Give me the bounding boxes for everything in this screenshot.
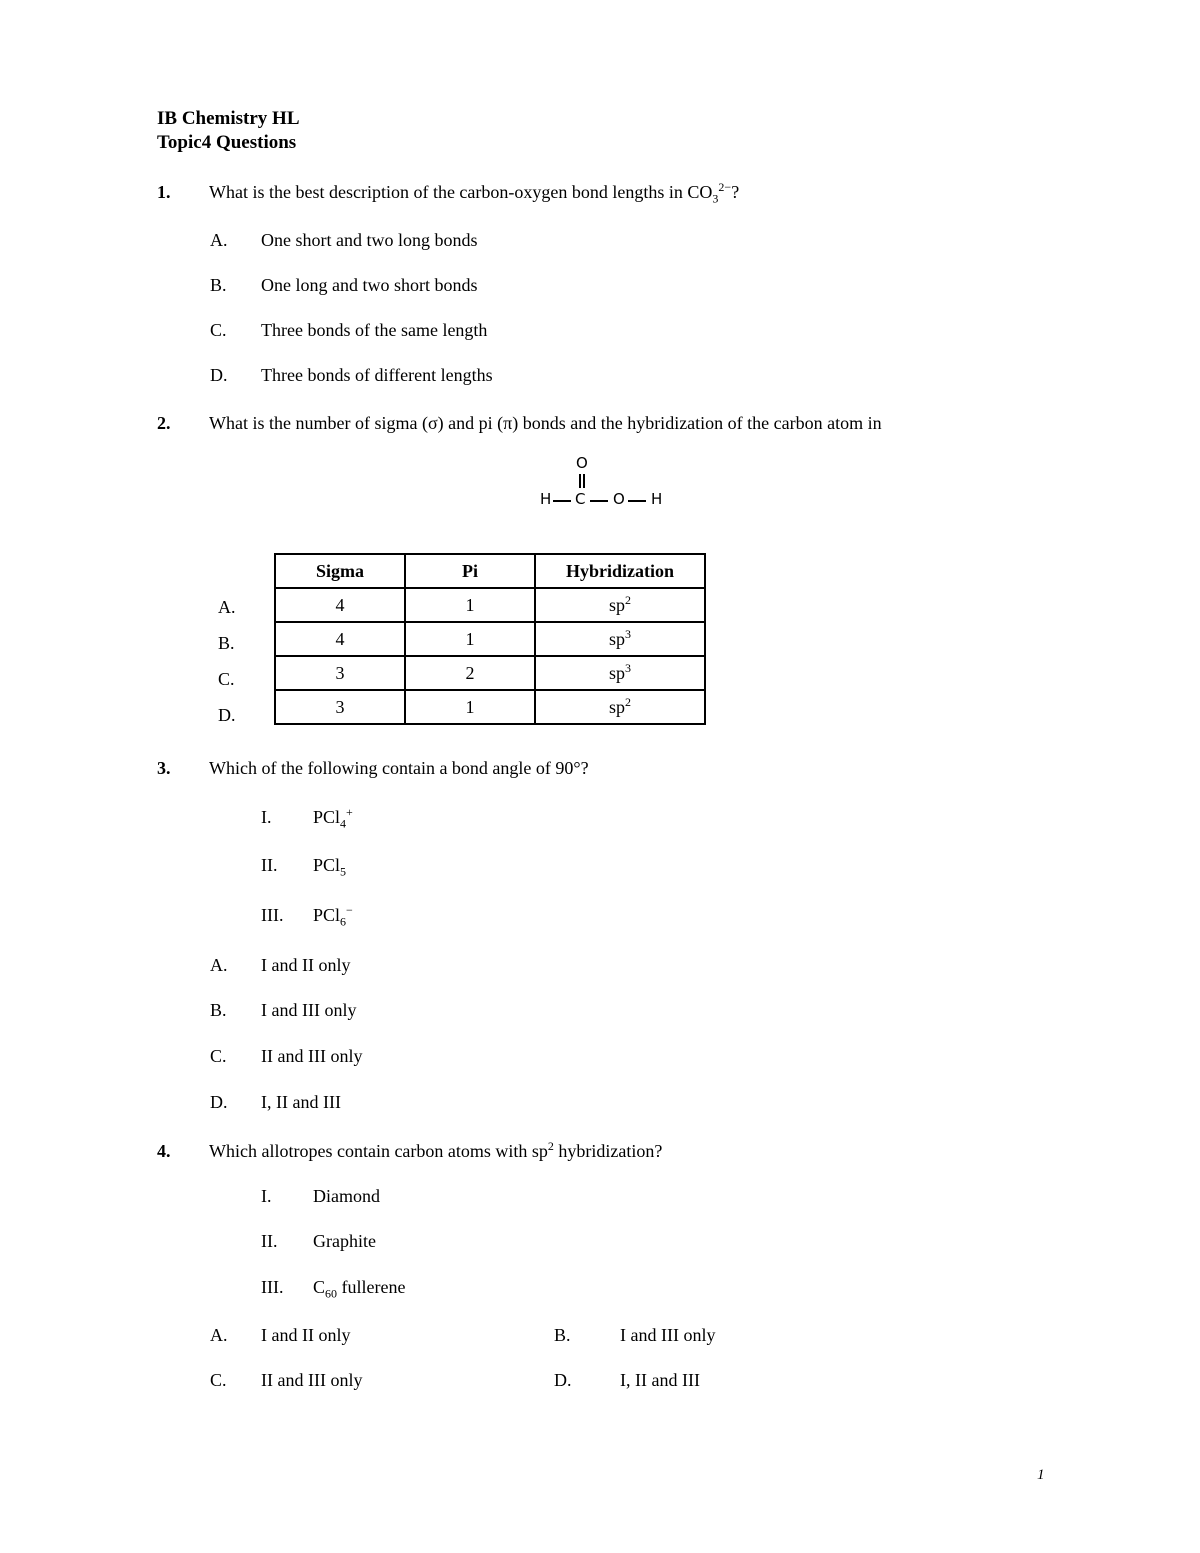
q1-option-c-letter: C.	[210, 320, 227, 340]
table-cell-pi: 1	[405, 690, 535, 724]
structure-atom-h-left: H	[540, 490, 552, 508]
q4-option-b-letter: B.	[554, 1325, 571, 1345]
q3-item-1-numeral: I.	[261, 807, 272, 827]
table-row	[275, 656, 705, 690]
q3-option-c-text: II and III only	[261, 1046, 363, 1066]
q1-option-b-letter: B.	[210, 275, 227, 295]
q4-item-2-numeral: II.	[261, 1231, 278, 1251]
q4-option-c-letter: C.	[210, 1370, 227, 1390]
q4-number: 4.	[157, 1141, 171, 1161]
formic-acid-structure	[530, 452, 680, 514]
table-cell-pi: 1	[405, 622, 535, 656]
q4-item-2-text: Graphite	[313, 1231, 376, 1251]
table-row	[275, 622, 705, 656]
q3-option-b-letter: B.	[210, 1000, 227, 1020]
q3-item-2-formula: PCl$_5$	[313, 855, 347, 879]
q3-item-3-numeral: III.	[261, 905, 284, 925]
q3-option-b-text: I and III only	[261, 1000, 357, 1020]
q1-text: What is the best description of the carbon-oxygen bond lengths in $CO_3^{2-}$?	[209, 180, 740, 206]
q1-option-a-text: One short and two long bonds	[261, 230, 478, 250]
structure-bond-c-o	[590, 500, 608, 502]
q4-option-d-text: I, II and III	[620, 1370, 700, 1390]
structure-atom-c: C	[575, 490, 586, 508]
table-cell-hybridization: $sp^3$	[535, 622, 705, 656]
q1-option-d-text: Three bonds of different lengths	[261, 365, 493, 385]
table-cell-sigma: 3	[275, 656, 405, 690]
q4-option-b-text: I and III only	[620, 1325, 716, 1345]
structure-double-bond-right	[583, 474, 585, 488]
q2-text: What is the number of sigma (σ) and pi (π) bonds and the hybridization of the carbon atom in	[209, 413, 882, 433]
table-row-label-d: D.	[218, 705, 236, 725]
structure-atom-h-right: H	[651, 490, 663, 508]
q3-text: Which of the following contain a bond angle of 90°?	[209, 758, 589, 778]
q3-option-a-text: I and II only	[261, 955, 351, 975]
table-cell-hybridization: $sp^2$	[535, 690, 705, 724]
q4-option-a-letter: A.	[210, 1325, 228, 1345]
q1-option-c-text: Three bonds of the same length	[261, 320, 488, 340]
table-row	[275, 690, 705, 724]
q1-number: 1.	[157, 182, 171, 202]
table-cell-hybridization: $sp^3$	[535, 656, 705, 690]
table-row-label-a: A.	[218, 597, 236, 617]
q3-option-d-text: I, II and III	[261, 1092, 341, 1112]
table-row-label-b: B.	[218, 633, 235, 653]
q3-item-2-numeral: II.	[261, 855, 278, 875]
q2-number: 2.	[157, 413, 171, 433]
page-number: 1	[1037, 1467, 1045, 1483]
document-title: IB Chemistry HL	[157, 108, 300, 129]
structure-atom-o: O	[613, 490, 625, 508]
q4-item-3-text: $C_{60}$ fullerene	[313, 1277, 406, 1301]
q4-option-d-letter: D.	[554, 1370, 572, 1390]
q1-option-d-letter: D.	[210, 365, 228, 385]
q1-option-b-text: One long and two short bonds	[261, 275, 478, 295]
table-cell-pi: 1	[405, 588, 535, 622]
q1-option-a-letter: A.	[210, 230, 228, 250]
q3-number: 3.	[157, 758, 171, 778]
q4-text: Which allotropes contain carbon atoms with $sp^2$ hybridization?	[209, 1139, 663, 1161]
table-header-hybridization: Hybridization	[535, 554, 705, 588]
table-cell-hybridization: $sp^2$	[535, 588, 705, 622]
structure-bond-o-h	[628, 500, 646, 502]
table-cell-sigma: 4	[275, 622, 405, 656]
q3-item-1-formula: PCl$_4$+	[313, 805, 353, 831]
document-subtitle: Topic4 Questions	[157, 132, 297, 153]
table-header-sigma: Sigma	[275, 554, 405, 588]
q4-item-1-numeral: I.	[261, 1186, 272, 1206]
q3-option-d-letter: D.	[210, 1092, 228, 1112]
structure-double-bond-left	[579, 474, 581, 488]
table-header-row	[275, 554, 705, 588]
structure-atom-o-top: O	[576, 454, 588, 472]
table-cell-pi: 2	[405, 656, 535, 690]
table-cell-sigma: 3	[275, 690, 405, 724]
q4-option-c-text: II and III only	[261, 1370, 363, 1390]
q3-item-3-formula: PCl$_6$−	[313, 903, 353, 929]
structure-bond-h-c	[553, 500, 571, 502]
q4-item-1-text: Diamond	[313, 1186, 380, 1206]
table-row	[275, 588, 705, 622]
q3-option-c-letter: C.	[210, 1046, 227, 1066]
q3-option-a-letter: A.	[210, 955, 228, 975]
table-header-pi: Pi	[405, 554, 535, 588]
table-row-label-c: C.	[218, 669, 235, 689]
q2-answer-table	[274, 553, 706, 725]
q4-item-3-numeral: III.	[261, 1277, 284, 1297]
q4-option-a-text: I and II only	[261, 1325, 351, 1345]
table-cell-sigma: 4	[275, 588, 405, 622]
